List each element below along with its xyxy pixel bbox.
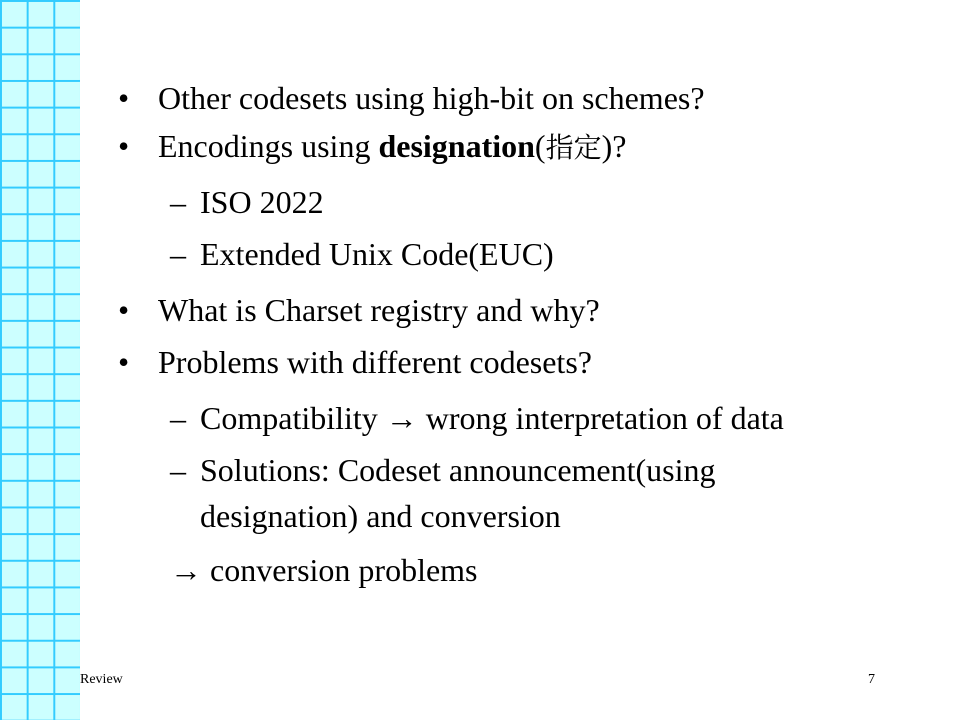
text-run: )? xyxy=(601,128,627,164)
bullet-mark: • xyxy=(118,128,130,164)
bullet-text: What is Charset registry and why? xyxy=(158,292,600,328)
text-run: ( xyxy=(534,128,546,164)
sub-text: Solutions: Codeset announcement(using xyxy=(200,452,716,488)
footer-label: Review xyxy=(80,672,123,687)
plain-text: → conversion problems xyxy=(170,552,478,588)
dash-mark: – xyxy=(170,236,186,272)
page-number: 7 xyxy=(868,672,875,687)
sub-text: designation) and conversion xyxy=(200,498,561,534)
cjk-term: 指定 xyxy=(545,131,602,164)
bullet-mark: • xyxy=(118,292,130,328)
bullet-text xyxy=(158,126,626,168)
text-run: Encodings using xyxy=(158,128,379,164)
bold-term: designation xyxy=(378,128,535,164)
bullet-text: Other codesets using high-bit on schemes? xyxy=(158,80,705,116)
bullet-mark: • xyxy=(118,344,130,380)
grid-decoration xyxy=(0,0,80,720)
sub-text: ISO 2022 xyxy=(200,184,324,220)
bullet-text: Problems with different codesets? xyxy=(158,344,592,380)
dash-mark: – xyxy=(170,400,186,436)
sub-text: Extended Unix Code(EUC) xyxy=(200,236,554,272)
bullet-mark: • xyxy=(118,80,130,116)
dash-mark: – xyxy=(170,184,186,220)
sub-text: Compatibility → wrong interpretation of data xyxy=(200,400,784,436)
dash-mark: – xyxy=(170,452,186,488)
